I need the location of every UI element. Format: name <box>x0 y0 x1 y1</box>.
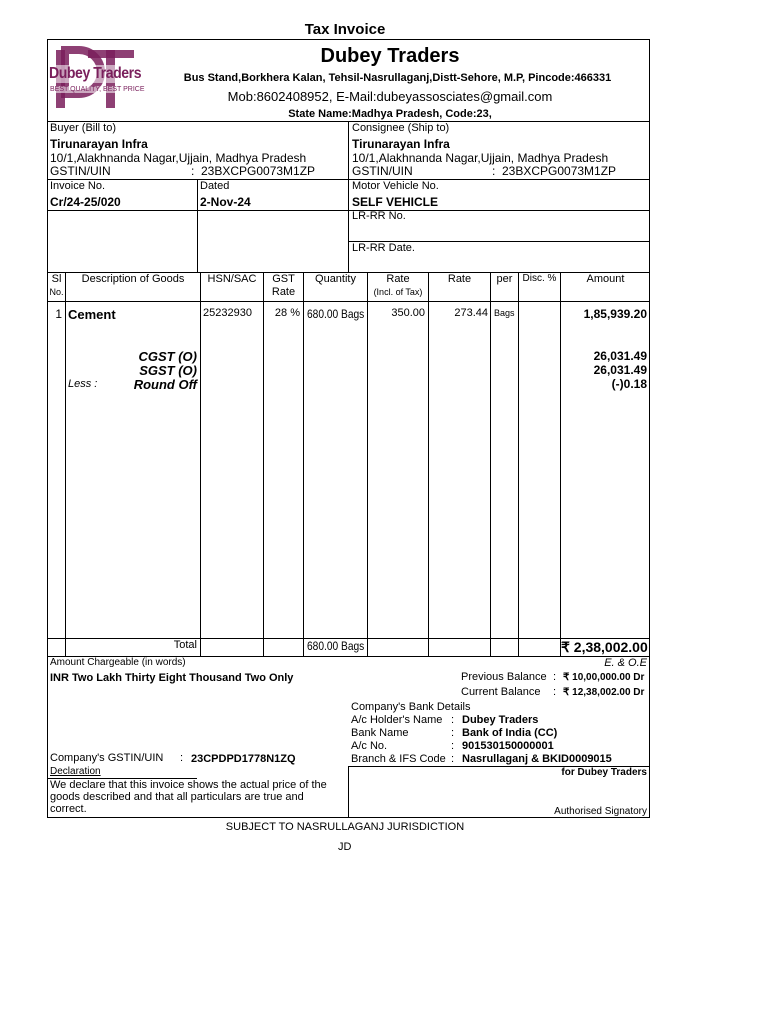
dated-label: Dated <box>200 180 230 192</box>
bank-name-label: Bank Name <box>351 727 409 739</box>
buyer-address: 10/1,Alakhnanda Nagar,Ujjain, Madhya Pradesh <box>50 151 307 165</box>
current-balance: ₹ 12,38,002.00 Dr <box>563 687 645 698</box>
branch-sep: : <box>451 753 455 765</box>
vehicle-label: Motor Vehicle No. <box>352 180 439 192</box>
for-company: for Dubey Traders <box>561 767 647 778</box>
th-rate-incl: Rate <box>386 273 410 285</box>
less-label: Less : <box>68 378 98 390</box>
declaration-line-3: correct. <box>50 803 87 815</box>
item-sl: 1 <box>55 307 62 321</box>
total-quantity: 680.00 Bags <box>307 639 365 653</box>
logo-name: Dubey Traders <box>49 65 142 82</box>
th-per: per <box>496 273 513 285</box>
branch-value: Nasrullaganj & BKID0009015 <box>462 753 612 765</box>
amount-chargeable-label: Amount Chargeable (in words) <box>50 657 186 668</box>
bank-name-sep: : <box>451 727 455 739</box>
invoice-no-label: Invoice No. <box>50 180 106 192</box>
logo-tagline: BEST QUALITY, BEST PRICE <box>50 86 145 93</box>
consignee-gstin: 23BXCPG0073M1ZP <box>502 164 617 178</box>
current-balance-label: Current Balance <box>461 686 541 698</box>
round-off-label: Round Off <box>133 377 197 392</box>
item-gst-rate: 28 % <box>274 307 300 319</box>
company-address: Bus Stand,Borkhera Kalan, Tehsil-Nasrullaganj,Distt-Sehore, M.P, Pincode:466331 <box>183 72 612 84</box>
company-gstin-label: Company's GSTIN/UIN <box>50 752 164 764</box>
ac-no-value: 901530150000001 <box>462 740 554 752</box>
lrrr-date-label: LR-RR Date. <box>352 242 415 254</box>
item-rate-incl: 350.00 <box>391 307 425 319</box>
jd-mark: JD <box>338 841 352 853</box>
current-balance-sep: : <box>553 686 557 698</box>
consignee-gstin-label: GSTIN/UIN <box>352 164 413 178</box>
amount-in-words: INR Two Lakh Thirty Eight Thousand Two Only <box>50 672 294 684</box>
consignee-label: Consignee (Ship to) <box>352 122 450 134</box>
cgst-label: CGST (O) <box>138 349 197 364</box>
item-amount: 1,85,939.20 <box>583 307 647 321</box>
th-gst-rate: Rate <box>271 286 296 298</box>
ac-holder-value: Dubey Traders <box>462 714 539 726</box>
company-state: State Name:Madhya Pradesh, Code:23, <box>288 108 492 120</box>
jurisdiction: SUBJECT TO NASRULLAGANJ JURISDICTION <box>225 821 465 833</box>
total-amount: ₹ 2,38,002.00 <box>561 639 648 655</box>
th-disc: Disc. % <box>522 273 557 284</box>
company-name: Dubey Traders <box>320 45 460 67</box>
company-logo <box>48 46 143 112</box>
ac-no-sep: : <box>451 740 455 752</box>
th-sl-no: No. <box>49 287 64 297</box>
ac-holder-label: A/c Holder's Name <box>351 714 443 726</box>
sgst-amount: 26,031.49 <box>593 363 647 377</box>
buyer-gstin: 23BXCPG0073M1ZP <box>201 164 316 178</box>
buyer-name: Tirunarayan Infra <box>50 137 148 151</box>
previous-balance-label: Previous Balance <box>461 671 547 683</box>
th-quantity: Quantity <box>315 273 356 285</box>
consignee-gstin-sep: : <box>492 164 496 178</box>
dated-value: 2-Nov-24 <box>200 195 251 209</box>
previous-balance: ₹ 10,00,000.00 Dr <box>563 672 645 683</box>
item-quantity: 680.00 Bags <box>307 307 365 321</box>
invoice-no: Cr/24-25/020 <box>50 195 121 209</box>
th-gst: GST <box>272 273 295 285</box>
item-hsn: 25232930 <box>203 307 252 319</box>
document-title: Tax Invoice <box>304 21 386 38</box>
th-description: Description of Goods <box>81 273 185 285</box>
ac-no-label: A/c No. <box>351 740 388 752</box>
cgst-amount: 26,031.49 <box>593 349 647 363</box>
declaration-line-1: We declare that this invoice shows the actual price of the <box>50 779 327 791</box>
th-rate-incl-tax: (Incl. of Tax) <box>373 287 423 297</box>
item-rate: 273.44 <box>454 307 488 319</box>
previous-balance-sep: : <box>553 671 557 683</box>
buyer-gstin-sep: : <box>191 164 195 178</box>
ac-holder-sep: : <box>451 714 455 726</box>
th-hsn: HSN/SAC <box>207 273 257 285</box>
item-per: Bags <box>494 308 515 318</box>
th-rate: Rate <box>447 273 472 285</box>
round-off-amount: (-)0.18 <box>611 377 647 391</box>
total-label: Total <box>173 639 197 651</box>
company-contact: Mob:8602408952, E-Mail:dubeyassosciates@gmail.com <box>227 89 553 104</box>
th-sl: Sl <box>51 273 62 285</box>
buyer-gstin-label: GSTIN/UIN <box>50 164 111 178</box>
consignee-address: 10/1,Alakhnanda Nagar,Ujjain, Madhya Pradesh <box>352 151 609 165</box>
eoe-label: E. & O.E <box>604 657 647 669</box>
sgst-label: SGST (O) <box>139 363 197 378</box>
company-gstin: 23CPDPD1778N1ZQ <box>191 753 296 765</box>
consignee-name: Tirunarayan Infra <box>352 137 450 151</box>
branch-label: Branch & IFS Code <box>351 753 446 765</box>
lrrr-no-label: LR-RR No. <box>352 210 406 222</box>
declaration-line-2: goods described and that all particulars are true and <box>50 791 304 803</box>
th-amount: Amount <box>586 273 625 285</box>
bank-name-value: Bank of India (CC) <box>462 727 558 739</box>
buyer-label: Buyer (Bill to) <box>50 122 117 134</box>
item-description: Cement <box>68 307 116 322</box>
vehicle-value: SELF VEHICLE <box>352 195 439 209</box>
bank-details-title: Company's Bank Details <box>351 701 471 713</box>
company-gstin-sep: : <box>180 752 184 764</box>
authorised-signatory: Authorised Signatory <box>554 806 647 817</box>
declaration-label: Declaration <box>50 766 101 777</box>
